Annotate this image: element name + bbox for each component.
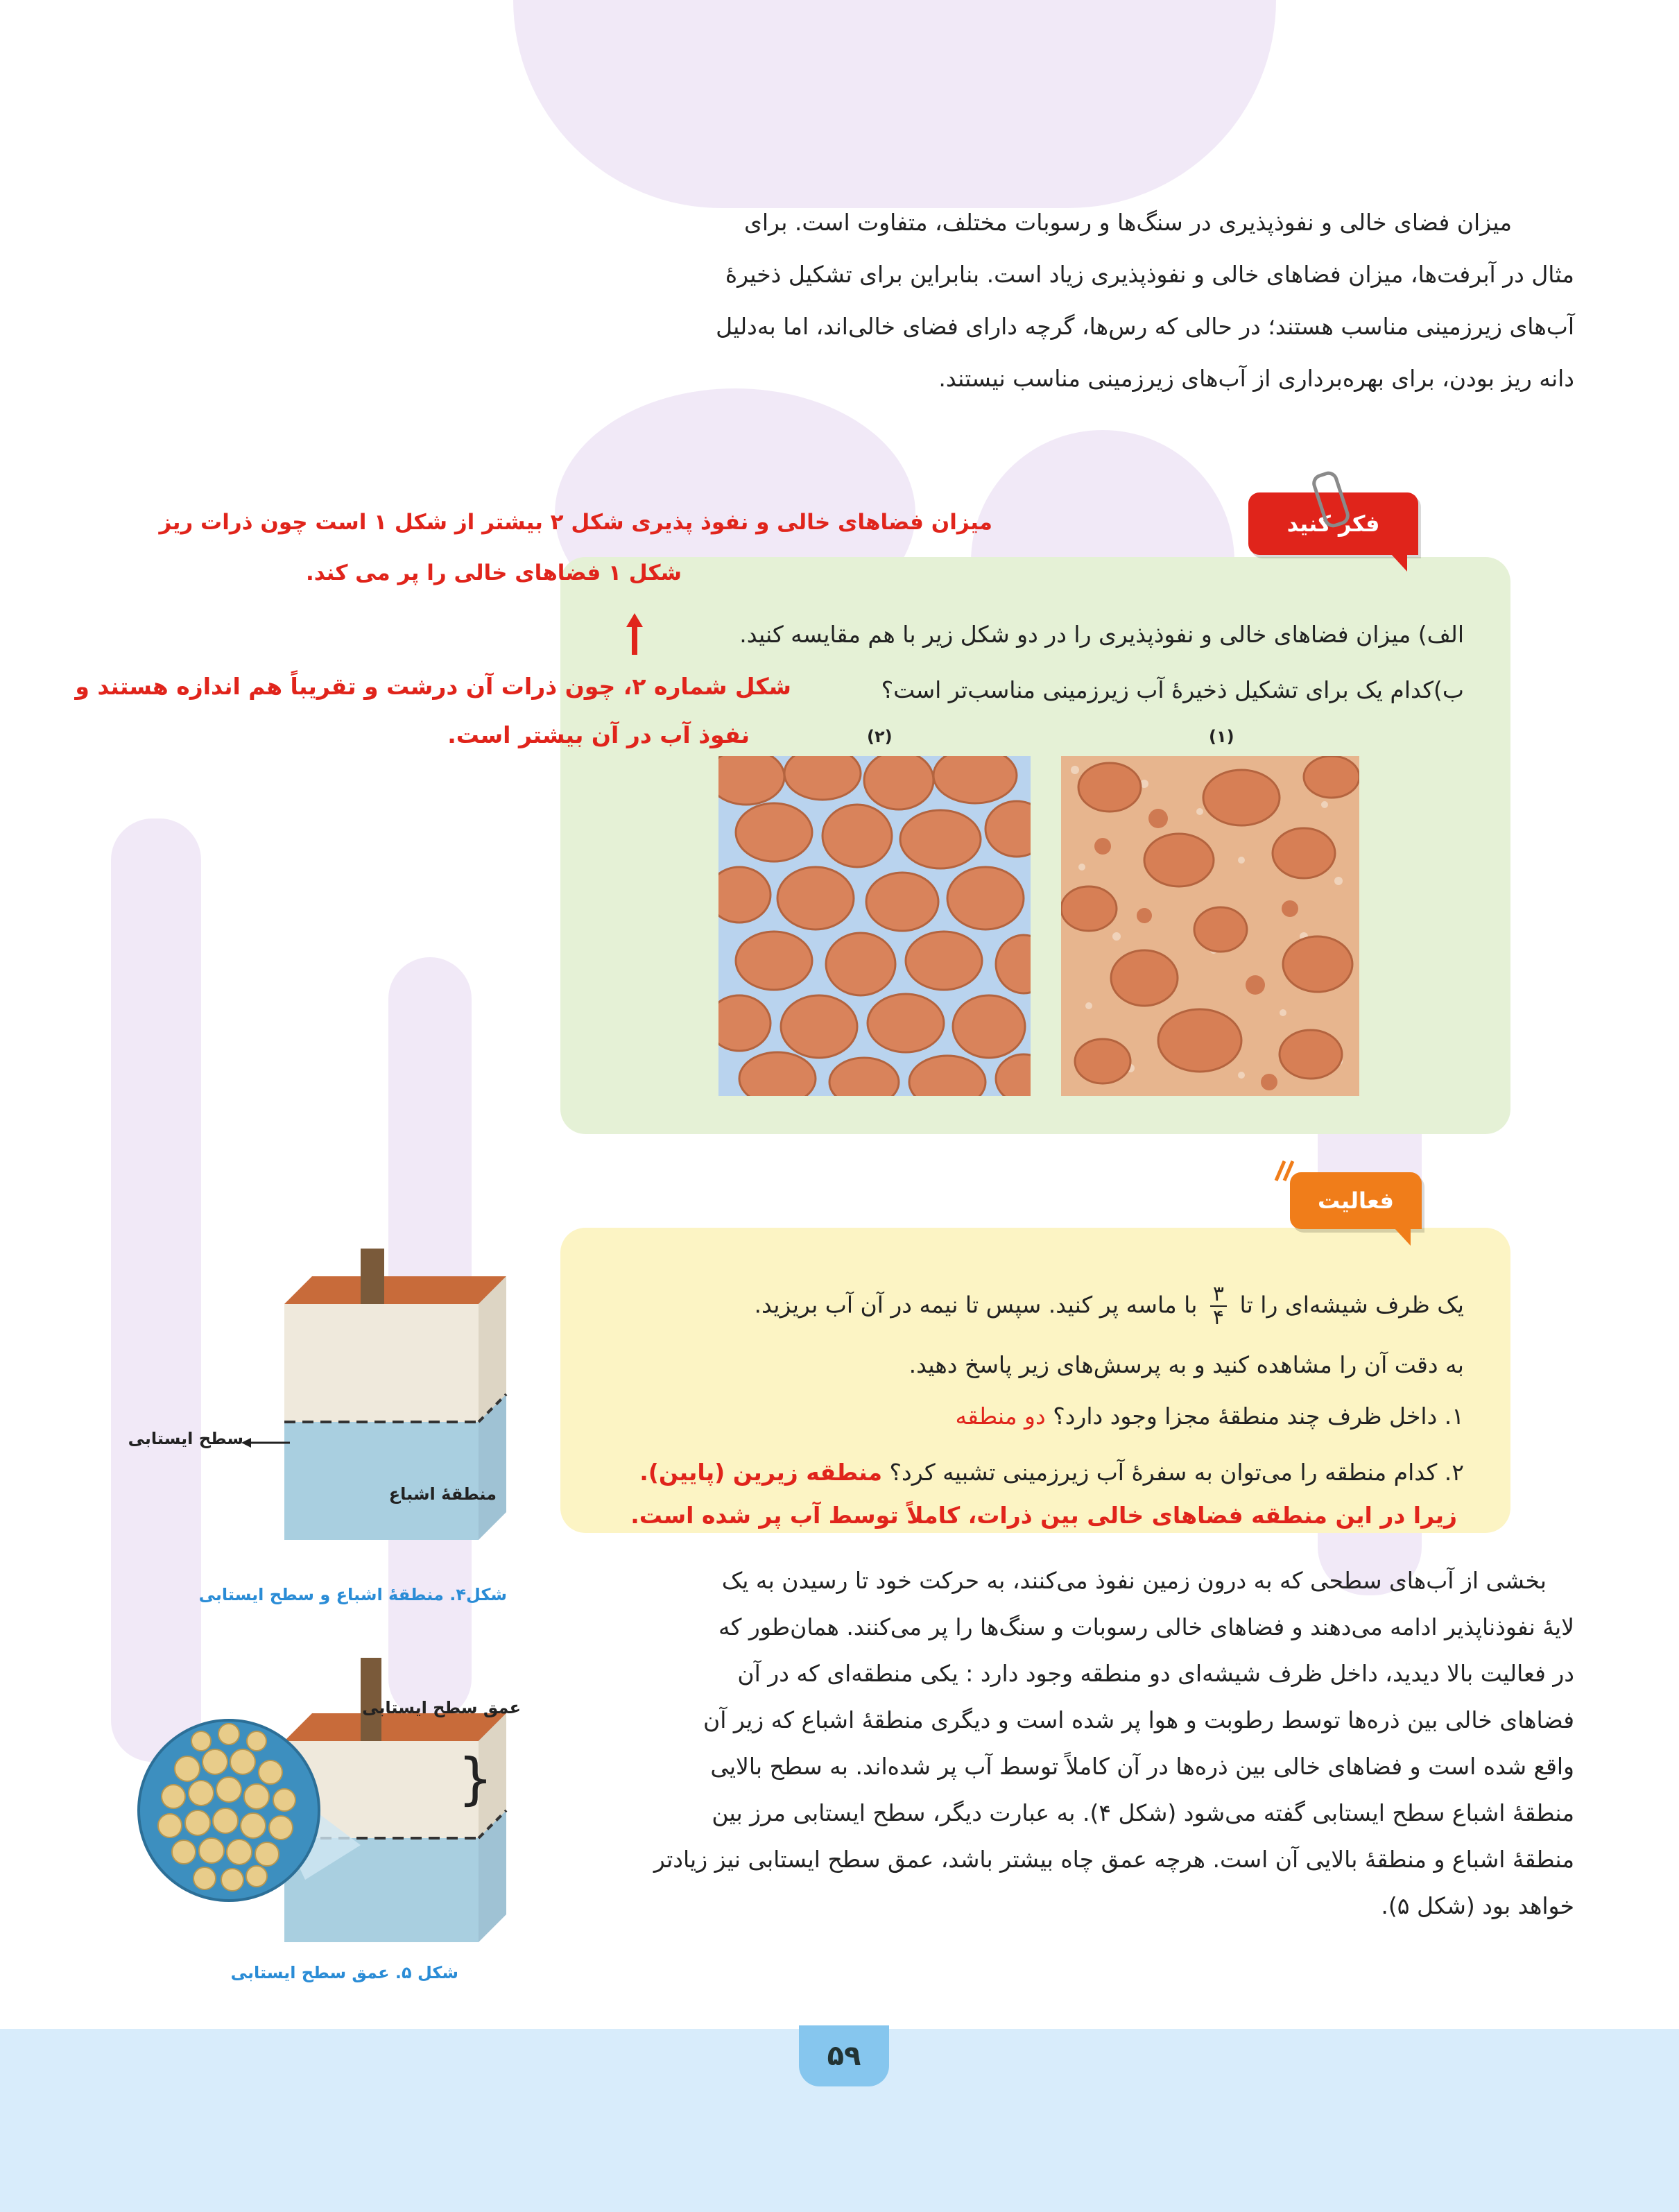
main-paragraph [558,1557,1574,1929]
activity-q1-text: ۱. داخل ظرف چند منطقهٔ مجزا وجود دارد؟ [1053,1403,1464,1430]
main-line: منطقهٔ اشباع و منطقهٔ بالایی آن است. هرچه عمق چاه بیشتر باشد، عمق سطح ایستابی نیز زیادتر [653,1846,1574,1873]
think-question-a: الف) میزان فضاهای خالی و نفوذپذیری را در دو شکل زیر با هم مقایسه کنید. [739,621,1464,648]
fraction-denominator: ۴ [1212,1305,1225,1330]
figure2-coarse-sediment [718,756,1031,1096]
intro-line: آب‌های زیرزمینی مناسب هستند؛ در حالی که رس‌ها، گرچه دارای فضای خالی‌اند، اما به‌دلیل [716,313,1574,340]
activity-tag [1290,1172,1422,1229]
figure1-label: (۱) [1209,727,1234,746]
think-question-b: ب)کدام یک برای تشکیل ذخیرهٔ آب زیرزمینی مناسب‌تر است؟ [881,676,1464,703]
think-annotation-line2: شکل ۱ فضاهای خالی را پر می کند. [306,560,682,585]
think-tag-tail [1390,554,1407,572]
activity-question-1 [955,1396,1464,1437]
intro-paragraph [534,196,1574,404]
main-line: لایهٔ نفوذناپذیر ادامه می‌دهند و فضاهای خالی رسوبات و سنگ‌ها را پر می‌کنند. همان‌طور که [718,1613,1574,1640]
fraction-three-quarters [1210,1283,1227,1329]
figure4-caption: شکل۴. منطقهٔ اشباع و سطح ایستابی [198,1585,507,1604]
intro-line: دانه ریز بودن، برای بهره‌برداری از آب‌های زیرزمینی مناسب نیستند. [938,365,1574,392]
think-annotation-line1: میزان فضاهای خالی و نفوذ پذیری شکل ۲ بیشتر از شکل ۱ است چون ذرات ریز [159,510,992,535]
label-water-table: سطح ایستابی [128,1429,243,1448]
main-line: در فعالیت بالا دیدید، داخل ظرف شیشه‌ای دو منطقه وجود دارد : یکی منطقه‌ای که در آن [737,1660,1574,1687]
activity-a2-continued: زیرا در این منطقه فضاهای خالی بین ذرات، کاملاً توسط آب پر شده است. [630,1502,1457,1529]
watermark-shape [111,818,201,1762]
page-number: ۵۹ [799,2025,889,2086]
figure5-caption: شکل ۵. عمق سطح ایستابی [230,1963,458,1982]
think-tag-label: فکر کنید [1286,511,1380,537]
main-line: واقع شده است و فضاهای خالی بین ذره‌ها در آن کاملاً توسط آب پر شده‌اند. به سطح بالایی [710,1753,1574,1780]
main-line: خواهد بود (شکل ۵). [1381,1892,1574,1919]
up-arrow-icon [626,613,643,655]
intro-line: مثال در آبرفت‌ها، میزان فضاهای خالی و نفوذپذیری زیاد است. بنابراین برای تشکیل ذخیرهٔ [725,261,1574,288]
water-table-pointer-icon [241,1436,290,1450]
figure5-water-table-depth [132,1644,534,1949]
figure1-mixed-sediment [1061,756,1359,1096]
activity-a2: منطقه زیرین (پایین). [639,1459,883,1486]
svg-text:}: } [458,1747,493,1811]
fraction-numerator: ۳ [1210,1283,1227,1307]
think-answer-b-line2: نفوذ آب در آن بیشتر است. [447,721,750,748]
pencil-marks-icon [1269,1157,1297,1185]
main-line: فضاهای خالی بین ذره‌ها توسط رطوبت و هوا پر شده است و دیگری منطقهٔ اشباع که زیر آن [703,1706,1574,1733]
main-line: منطقهٔ اشباع سطح ایستابی گفته می‌شود (شکل ۴). به عبارت دیگر، سطح ایستابی مرز بین [712,1799,1574,1826]
activity-line1-b: با ماسه پر کنید. سپس تا نیمه در آن آب بریزید. [754,1291,1198,1319]
intro-line: میزان فضای خالی و نفوذپذیری در سنگ‌ها و رسوبات مختلف، متفاوت است. برای [744,209,1512,236]
activity-line2: به دقت آن را مشاهده کنید و به پرسش‌های زیر پاسخ دهید. [909,1351,1464,1378]
activity-q2-text: ۲. کدام منطقه را می‌توان به سفرهٔ آب زیرزمینی تشبیه کرد؟ [889,1459,1464,1486]
figure4-saturation-diagram [270,1249,520,1561]
activity-tag-label: فعالیت [1318,1188,1394,1214]
activity-line1-a: یک ظرف شیشه‌ای را تا [1239,1291,1464,1319]
activity-line1 [754,1283,1464,1329]
activity-question-2 [639,1452,1464,1493]
activity-tag-tail [1394,1228,1411,1246]
watermark-shape [513,0,1276,208]
think-answer-b-line1: شکل شماره ۲، چون ذرات آن درشت و تقریباً هم اندازه هستند و [75,673,791,700]
label-water-table-depth: عمق سطح ایستابی [362,1698,521,1717]
main-line: بخشی از آب‌های سطحی که به درون زمین نفوذ می‌کنند، به حرکت خود تا رسیدن به یک [721,1567,1547,1594]
figure2-label: (۲) [867,727,893,746]
activity-a1: دو منطقه [955,1403,1046,1430]
label-saturation-zone: منطقهٔ اشباع [388,1484,497,1504]
